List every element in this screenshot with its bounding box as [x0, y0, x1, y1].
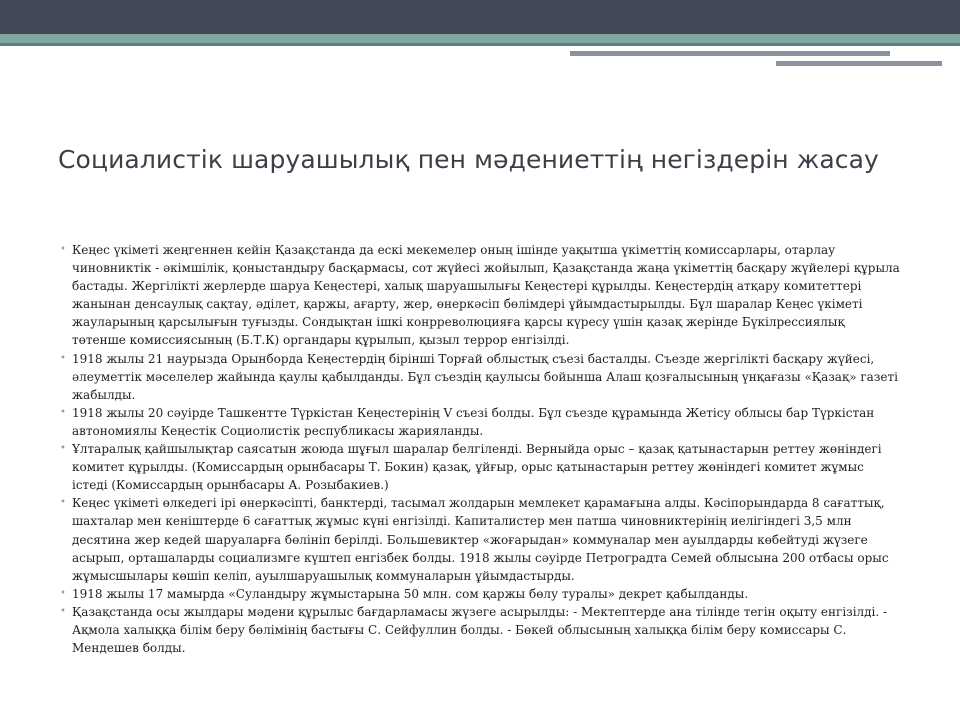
bullet-list — [58, 241, 900, 657]
bullet-icon: • — [60, 587, 66, 599]
bullet-text: Кеңес үкіметі жеңгеннен кейін Қазақстанда да ескі мекемелер оның ішінде уақытша үкіметтің комиссарлары, отарлау чиновниктік - әкімшілік, қоныстандыру басқармасы, сот жүйесі жойылып, Қазақстанда жаңа үкіметтің басқару жүйелері құрыла бастады. Жергілікті жерлерде шаруа Кеңестері, халық шаруашылығы Кеңестері құрылды. Кеңестердің атқару комитеттері жанынан денсаулық сақтау, әділет, қаржы, ағарту, жер, өнеркәсіп бөлімдері ұйымдастырылды. Бұл шаралар Кеңес үкіметі жауларының қарсылығын туғызды. Сондықтан ішкі конрреволюцияға қарсы күресу үшін қазақ жерінде Бүкілрессиялық төтенше комиссиясының (Б.Т.К) органдары құрылып, қызыл террор енгізілді. — [72, 243, 900, 348]
bullet-icon: • — [60, 497, 66, 509]
bullet-text: Ұлтаралық қайшылықтар саясатын жоюда шұғыл шаралар белгіленді. Верныйда орыс – қазақ қатынастарын реттеу жөніндегі комитет құрылды. (Комиссардың орынбасары Т. Бокин) қазақ, ұйғыр, орыс қатынастарын реттеу жөніндегі комитет жұмыс істеді (Комиссардың орынбасары А. Розыбакиев.) — [72, 442, 882, 493]
bullet-item — [58, 241, 900, 350]
bullet-text: Кеңес үкіметі өлкедегі ірі өнеркәсіпті, банктерді, тасымал жолдарын мемлекет қарамағына алды. Кәсіпорындарда 8 сағаттық, шахталар мен кеніштерде 6 сағаттық жұмыс күні енгізілді. Капиталистер мен патша чиновниктерінің иелігіндегі 3,5 млн десятина жер кедей шаруаларға бөлініп берілді. Большевиктер «жоғарыдан» коммуналар мен ауылдарды көбейтуді жүзеге асырып, орташаларды социализмге күштеп енгізбек болды. 1918 жылы сәуірде Петроградта Семей облысына 200 отбасы орыс жұмысшылары көшіп келіп, ауылшаруашылық коммуналарын ұйымдастырды. — [72, 496, 889, 583]
bullet-icon: • — [60, 605, 66, 617]
bullet-text: Қазақстанда осы жылдары мәдени құрылыс бағдарламасы жүзеге асырылды: - Мектептерде ана тілінде тегін оқыту енгізілді. - Ақмола халыққа білім беру бөлімінің бастығы С. Сейфуллин болды. - Бөкей облысының халыққа білім беру комиссары С. Мендешев болды. — [72, 604, 888, 656]
bullet-text: 1918 жылы 21 наурызда Орынборда Кеңестердің бірінші Торғай облыстық съезі басталды. Съезде жергілікті басқару жүйесі, әлеуметтік мәселелер жайында қаулы қабылданды. Бұл съездің қаулысы бойынша Алаш қозғалысының үнқағазы «Қазақ» газеті жабылды. — [72, 351, 898, 402]
bullet-icon: • — [60, 244, 66, 255]
bullet-item — [58, 440, 900, 494]
decorative-rule-short — [776, 61, 942, 66]
bullet-item — [58, 404, 900, 440]
bullet-text: 1918 жылы 17 мамырда «Суландыру жұмыстарына 50 млн. сом қаржы бөлу туралы» декрет қабылданды. — [72, 586, 749, 601]
bullet-text: 1918 жылы 20 сәуірде Ташкентте Түркістан Кеңестерінің V съезі болды. Бұл съезде құрамында Жетісу облысы бар Түркістан автономиялы Кеңестік Социолистік республикасы жарияланды. — [72, 405, 875, 438]
bullet-icon: • — [60, 443, 66, 455]
bullet-item — [58, 585, 900, 603]
accent-band-shadow — [0, 43, 960, 46]
slide-title: Социалистік шаруашылық пен мәдениеттің негіздерін жасау — [58, 145, 879, 174]
bullet-icon: • — [60, 406, 66, 418]
bullet-item — [58, 494, 900, 584]
bullet-item — [58, 350, 900, 404]
header-bar — [0, 0, 960, 34]
accent-band — [0, 34, 960, 43]
decorative-rule — [570, 51, 890, 56]
bullet-item — [58, 603, 900, 657]
bullet-icon: • — [60, 352, 66, 364]
